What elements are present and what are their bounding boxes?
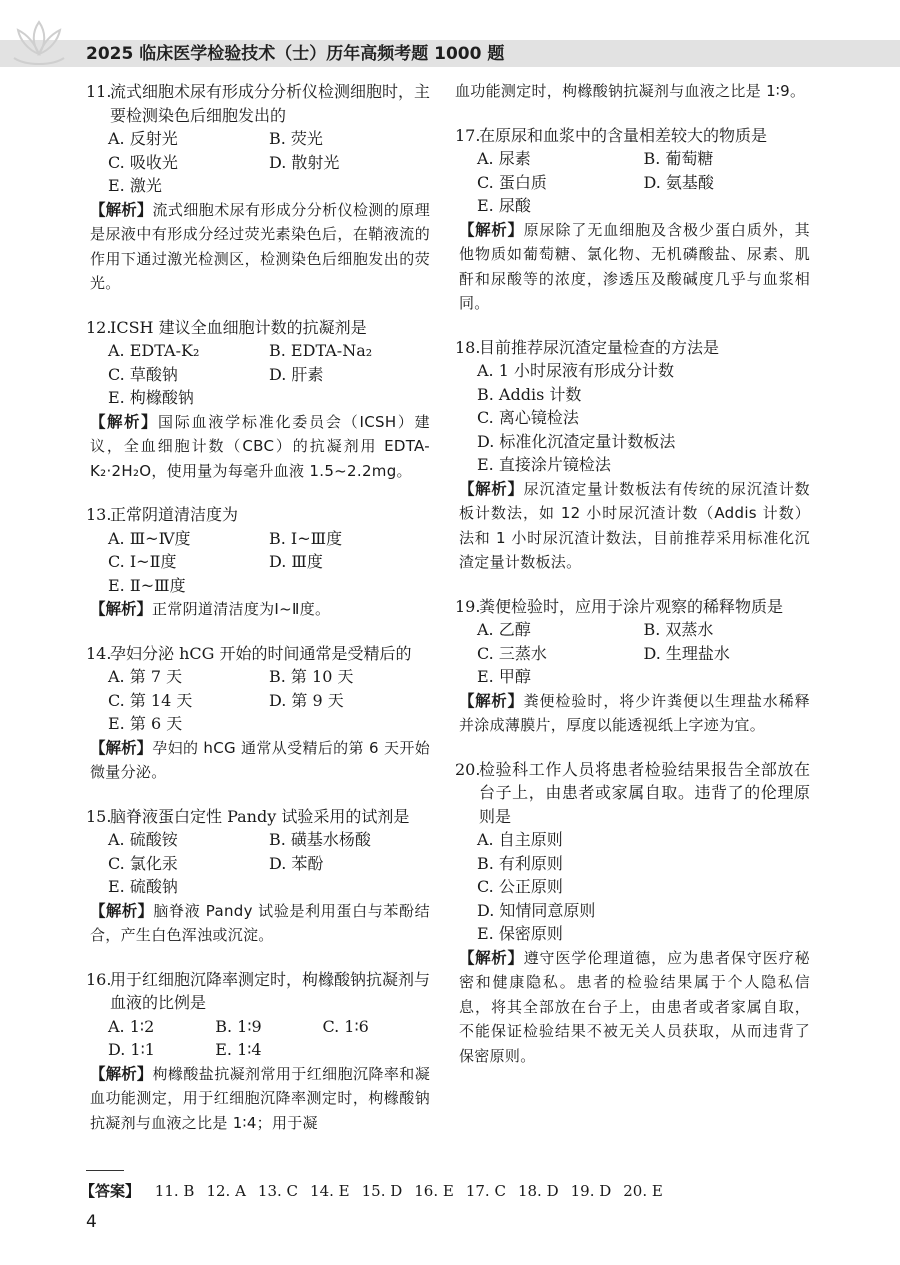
option-list [455, 359, 810, 477]
explanation-label: 【解析】 [90, 901, 154, 920]
option-item: B. Addis 计数 [477, 384, 582, 404]
question-number: 14. [86, 643, 112, 663]
option-row [477, 875, 810, 899]
question-item [86, 805, 430, 948]
option-list [455, 618, 810, 689]
question-number: 20. [455, 759, 481, 779]
explanation-text: 流式细胞术尿有形成分分析仪检测的原理是尿液中有形成分经过荧光素染色后，在鞘液流的作用下通过激光检测区，检测染色后细胞发出的荧光。 [90, 200, 430, 292]
option-list [86, 127, 430, 198]
option-item: D. 1∶1 [108, 1040, 155, 1059]
option-row [477, 618, 810, 642]
answer-key-label: 【答案】 [80, 1182, 141, 1200]
explanation-text: 脑脊液 Pandy 试验是利用蛋白与苯酚结合，产生白色浑浊或沉淀。 [90, 901, 430, 944]
answer-item: 20. E [623, 1182, 663, 1200]
option-row [477, 194, 810, 218]
explanation-text: 尿沉渣定量计数板法有传统的尿沉渣计数板计数法，如 12 小时尿沉渣计数（Addis 计数）法和 1 小时尿沉渣计数法，目前推荐采用标准化沉渣定量计数板法。 [459, 479, 810, 571]
question-number: 18. [455, 337, 481, 357]
explanation [459, 946, 810, 1069]
option-row [108, 665, 430, 689]
option-item: D. 知情同意原则 [477, 900, 596, 920]
explanation [459, 218, 810, 316]
option-item: B. EDTA-Na₂ [269, 341, 373, 360]
question-number: 19. [455, 596, 481, 616]
answer-item: 15. D [361, 1182, 403, 1200]
option-item: D. 肝素 [269, 364, 324, 384]
option-item: A. 1∶2 [108, 1016, 155, 1036]
explanation [90, 410, 430, 484]
explanation-text: 国际血液学标准化委员会（ICSH）建议，全血细胞计数（CBC）的抗凝剂用 EDTA-K₂·2H₂O，使用量为每毫升血液 1.5~2.2mg。 [90, 412, 430, 480]
question-item [86, 80, 430, 296]
option-row [477, 828, 810, 852]
option-item: E. 枸橼酸钠 [108, 388, 194, 407]
question-text: 用于红细胞沉降率测定时，枸橼酸钠抗凝剂与血液的比例是 [110, 969, 431, 1012]
option-row [477, 147, 810, 171]
option-item: C. 三蒸水 [477, 643, 547, 663]
option-list [86, 828, 430, 899]
question-item [86, 968, 430, 1136]
option-row [477, 922, 810, 946]
question-number: 16. [86, 969, 112, 989]
option-item: A. 第 7 天 [108, 667, 183, 686]
answer-item: 17. C [465, 1182, 506, 1200]
answer-item: 12. A [206, 1182, 246, 1200]
option-item: B. Ⅰ~Ⅲ度 [269, 528, 343, 548]
question-text: 检验科工作人员将患者检验结果报告全部放在台子上，由患者或家属自取。违背了的伦理原则是 [479, 759, 810, 826]
option-item: D. 氨基酸 [643, 172, 714, 192]
option-row [108, 689, 430, 713]
option-item: E. 保密原则 [477, 924, 563, 943]
option-list [455, 147, 810, 218]
option-row [108, 1038, 430, 1062]
option-item: B. 葡萄糖 [643, 149, 714, 168]
option-item: E. 1∶4 [215, 1040, 262, 1059]
question-number: 11. [86, 82, 112, 101]
question-stem [86, 968, 430, 1015]
explanation [90, 198, 430, 296]
option-row [108, 386, 430, 410]
option-item: C. 离心镜检法 [477, 408, 579, 427]
answer-item: 19. D [570, 1182, 612, 1200]
explanation-label: 【解析】 [90, 600, 153, 618]
question-item [455, 758, 810, 1069]
option-item: E. 第 6 天 [108, 714, 183, 733]
option-list [86, 1015, 430, 1062]
explanation [90, 597, 430, 622]
left-column [86, 80, 430, 1135]
explanation-label: 【解析】 [90, 200, 153, 219]
question-stem [455, 124, 810, 148]
option-row [108, 127, 430, 151]
option-row [108, 852, 430, 876]
question-item [86, 503, 430, 622]
option-item: C. 第 14 天 [108, 690, 193, 710]
option-list [86, 527, 430, 598]
option-item: B. 有利原则 [477, 853, 563, 873]
question-stem [455, 595, 810, 619]
question-text: ICSH 建议全血细胞计数的抗凝剂是 [110, 317, 367, 337]
question-stem [86, 80, 430, 127]
option-item: A. EDTA-K₂ [108, 341, 200, 360]
option-row [108, 174, 430, 198]
explanation-label: 【解析】 [459, 479, 524, 498]
explanation [459, 477, 810, 575]
answer-item: 16. E [414, 1182, 454, 1200]
question-text: 孕妇分泌 hCG 开始的时间通常是受精后的 [110, 643, 412, 663]
question-text: 流式细胞术尿有形成分分析仪检测细胞时，主要检测染色后细胞发出的 [110, 82, 431, 125]
answers-divider [86, 1170, 124, 1171]
question-item [455, 595, 810, 738]
page-header-title: 2025 临床医学检验技术（士）历年高频考题 1000 题 [86, 44, 505, 64]
answer-key [80, 1180, 675, 1202]
question-item [455, 124, 810, 316]
answer-item: 11. B [154, 1182, 195, 1200]
option-row [477, 359, 810, 383]
option-item: D. 苯酚 [269, 853, 324, 873]
option-item: E. Ⅱ~Ⅲ度 [108, 575, 186, 595]
question-stem [86, 642, 430, 666]
option-item: A. Ⅲ~Ⅳ度 [108, 528, 191, 548]
option-item: E. 硫酸钠 [108, 877, 178, 896]
explanation-label: 【解析】 [90, 412, 158, 431]
option-row [108, 828, 430, 852]
option-item: C. 1∶6 [322, 1016, 369, 1036]
question-text: 粪便检验时，应用于涂片观察的稀释物质是 [479, 596, 784, 616]
option-row [108, 363, 430, 387]
option-row [108, 574, 430, 598]
question-text: 正常阴道清洁度为 [110, 505, 239, 524]
option-row [108, 712, 430, 736]
option-item: D. 散射光 [269, 152, 340, 172]
question-stem [86, 316, 430, 340]
option-item [322, 1038, 429, 1062]
question-item [86, 642, 430, 785]
option-item: C. 氯化汞 [108, 853, 178, 873]
question-text: 目前推荐尿沉渣定量检查的方法是 [479, 337, 720, 357]
option-item: C. 蛋白质 [477, 172, 547, 192]
explanation-label: 【解析】 [90, 1064, 153, 1083]
option-item: A. 尿素 [477, 149, 531, 168]
answer-item: 18. D [517, 1182, 559, 1200]
question-stem [455, 336, 810, 360]
explanation [459, 689, 810, 738]
option-item: B. 第 10 天 [269, 667, 354, 686]
option-item: E. 直接涂片镜检法 [477, 455, 611, 474]
explanation-label: 【解析】 [459, 220, 524, 239]
option-row [477, 430, 810, 454]
question-number: 17. [455, 125, 481, 145]
option-list [86, 665, 430, 736]
option-row [477, 665, 810, 689]
option-item: B. 1∶9 [215, 1016, 262, 1036]
explanation [90, 899, 430, 948]
question-item [455, 336, 810, 575]
option-item: C. Ⅰ~Ⅱ度 [108, 552, 177, 571]
option-item: B. 荧光 [269, 129, 323, 148]
question-number: 12. [86, 317, 112, 337]
question-number: 15. [86, 806, 112, 826]
option-item: A. 1 小时尿液有形成分计数 [477, 361, 674, 380]
explanation-label: 【解析】 [459, 691, 524, 710]
option-item: C. 公正原则 [477, 877, 563, 896]
option-row [477, 899, 810, 923]
explanation-text: 粪便检验时，将少许粪便以生理盐水稀释并涂成薄膜片，厚度以能透视纸上字迹为宜。 [459, 691, 810, 734]
explanation-text: 遵守医学伦理道德，应为患者保守医疗秘密和健康隐私。患者的检验结果属于个人隐私信息，将其全部放在台子上，由患者或者家属自取，不能保证检验结果不被无关人员获取，从而违背了保密原则。 [459, 948, 810, 1065]
option-list [86, 339, 430, 410]
option-item: B. 磺基水杨酸 [269, 830, 371, 849]
option-item: C. 草酸钠 [108, 364, 178, 384]
lotus-logo-icon [4, 14, 74, 70]
option-row [477, 383, 810, 407]
explanation [90, 1062, 430, 1136]
right-column [455, 80, 810, 1068]
option-item: E. 尿酸 [477, 196, 531, 215]
question-text: 脑脊液蛋白定性 Pandy 试验采用的试剂是 [110, 806, 410, 826]
question-item [86, 316, 430, 484]
option-item: C. 吸收光 [108, 152, 178, 172]
explanation-text: 孕妇的 hCG 通常从受精后的第 6 天开始微量分泌。 [90, 738, 430, 781]
option-row [108, 151, 430, 175]
option-row [477, 852, 810, 876]
answer-item: 13. C [257, 1182, 299, 1200]
explanation-continuation: 血功能测定时，枸橼酸钠抗凝剂与血液之比是 1∶9。 [455, 82, 806, 100]
explanation-label: 【解析】 [90, 738, 153, 757]
explanation-text: 正常阴道清洁度为Ⅰ~Ⅱ度。 [152, 600, 331, 618]
option-item: B. 双蒸水 [643, 620, 714, 639]
question-stem [86, 503, 430, 527]
option-item: A. 硫酸铵 [108, 830, 178, 849]
option-row [108, 875, 430, 899]
question-stem [86, 805, 430, 829]
option-item: D. 第 9 天 [269, 690, 344, 710]
option-item: D. Ⅲ度 [269, 552, 323, 571]
option-item: E. 激光 [108, 176, 162, 195]
option-item: E. 甲醇 [477, 667, 531, 686]
option-row [108, 1015, 430, 1039]
explanation-text: 枸橼酸盐抗凝剂常用于红细胞沉降率和凝血功能测定，用于红细胞沉降率测定时，枸橼酸钠抗凝剂与血液之比是 1∶4；用于凝 [90, 1064, 430, 1132]
option-item: A. 反射光 [108, 129, 178, 148]
question-stem [455, 758, 810, 829]
option-row [108, 339, 430, 363]
option-row [477, 453, 810, 477]
answer-item: 14. E [310, 1182, 350, 1200]
option-row [477, 642, 810, 666]
explanation [90, 736, 430, 785]
page-number: 4 [86, 1212, 97, 1232]
explanation-text: 原尿除了无血细胞及含极少蛋白质外，其他物质如葡萄糖、氯化物、无机磷酸盐、尿素、肌酐和尿酸等的浓度，渗透压及酸碱度几乎与血浆相同。 [459, 220, 810, 312]
question-text: 在原尿和血浆中的含量相差较大的物质是 [479, 125, 768, 145]
option-list [455, 828, 810, 946]
option-row [477, 171, 810, 195]
option-item: D. 标准化沉渣定量计数板法 [477, 431, 676, 451]
option-row [108, 527, 430, 551]
option-row [108, 550, 430, 574]
option-item: A. 乙醇 [477, 620, 531, 639]
option-row [477, 406, 810, 430]
option-item: D. 生理盐水 [643, 643, 730, 663]
explanation-label: 【解析】 [459, 948, 524, 967]
option-item: A. 自主原则 [477, 830, 563, 849]
question-number: 13. [86, 505, 112, 524]
